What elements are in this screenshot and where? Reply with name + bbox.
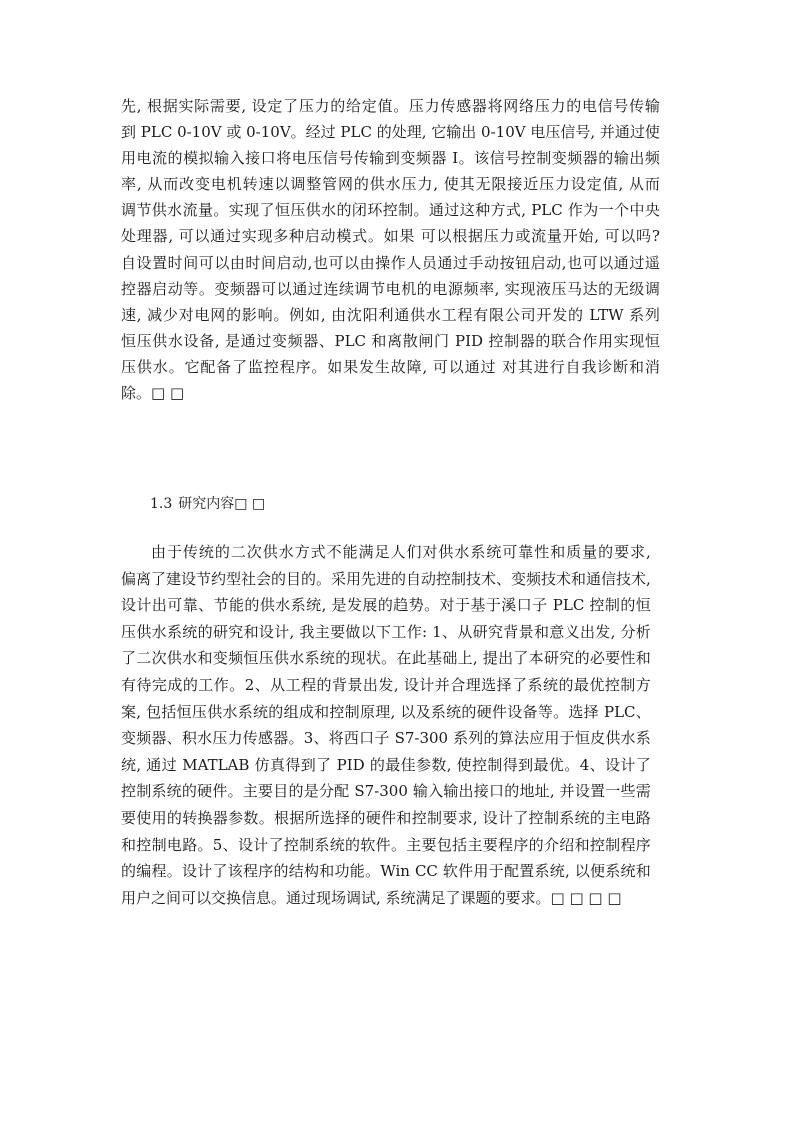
text-line: 速, 减少对电网的影响。例如, 由沈阳利通供水工程有限公司开发的 LTW 系列 [121,305,660,324]
text-line: 除。□ □ [121,384,185,403]
text-line: 统, 通过 MATLAB 仿真得到了 PID 的最佳参数, 使控制得到最优。4、设计了 [121,755,651,774]
section-heading [150,494,265,514]
text-line: 由于传统的二次供水方式不能满足人们对供水系统可靠性和质量的要求, [151,543,651,561]
text-line: 先, 根据实际需要, 设定了压力的给定值。压力传感器将网络压力的电信号传输 [121,97,660,115]
text-line: 变频器、积水压力传感器。3、将西口子 S7-300 系列的算法应用于恒皮供水系 [121,729,651,748]
text-line: 案, 包括恒压供水系统的组成和控制原理, 以及系统的硬件设备等。选择 PLC、 [121,702,651,721]
text-line: 控器启动等。变频器可以通过连续调节电机的电源频率, 实现液压马达的无级调 [121,279,660,298]
text-line: 恒压供水设备, 是通过变频器、PLC 和离散闸门 PID 控制器的联合作用实现恒 [121,331,660,350]
text-line: 了二次供水和变频恒压供水系统的现状。在此基础上, 提出了本研究的必要性和 [121,649,651,668]
text-line: 要使用的转换器参数。根据所选择的硬件和控制要求, 设计了控制系统的主电路 [121,808,651,827]
text-line: 压供水。它配备了监控程序。如果发生故障, 可以通过 对其进行自我诊断和消 [121,357,660,376]
text-line: 用户之间可以交换信息。通过现场调试, 系统满足了课题的要求。□ □ □ □ [121,888,622,907]
text-line: 设计出可靠、节能的供水系统, 是发展的趋势。对于基于溪口子 PLC 控制的恒 [121,596,651,615]
text-line: 率, 从而改变电机转速以调整管网的供水压力, 使其无限接近压力设定值, 从而 [121,175,660,194]
text-line: 有待完成的工作。2、从工程的背景出发, 设计并合理选择了系统的最优控制方 [121,675,651,694]
paragraph-control-description [121,96,660,409]
section-title: 研究内容□ □ [178,496,266,512]
text-line: 压供水系统的研究和设计, 我主要做以下工作: 1、从研究背景和意义出发, 分析 [121,622,651,641]
text-line: 和控制电路。5、设计了控制系统的软件。主要包括主要程序的介绍和控制程序 [121,835,651,854]
text-line: 到 PLC 0-10V 或 0-10V。经过 PLC 的处理, 它输出 0-10V 电压信号, 并通过使 [121,123,660,142]
paragraph-research-content [121,542,651,914]
section-number: 1.3 [150,496,173,512]
text-line: 自设置时间可以由时间启动,也可以由操作人员通过手动按钮启动,也可以通过遥 [121,253,660,272]
text-line: 调节供水流量。实现了恒压供水的闭环控制。通过这种方式, PLC 作为一个中央 [121,201,660,220]
text-line: 偏离了建设节约型社会的目的。采用先进的自动控制技术、变频技术和通信技术, [121,569,651,588]
text-line: 的编程。设计了该程序的结构和功能。Win CC 软件用于配置系统, 以便系统和 [121,862,651,881]
text-line: 控制系统的硬件。主要目的是分配 S7-300 输入输出接口的地址, 并设置一些需 [121,782,651,801]
text-line: 用电流的模拟输入接口将电压信号传输到变频器 I。该信号控制变频器的输出频 [121,149,660,168]
text-line: 处理器, 可以通过实现多种启动模式。如果 可以根据压力或流量开始, 可以吗? [121,227,660,246]
